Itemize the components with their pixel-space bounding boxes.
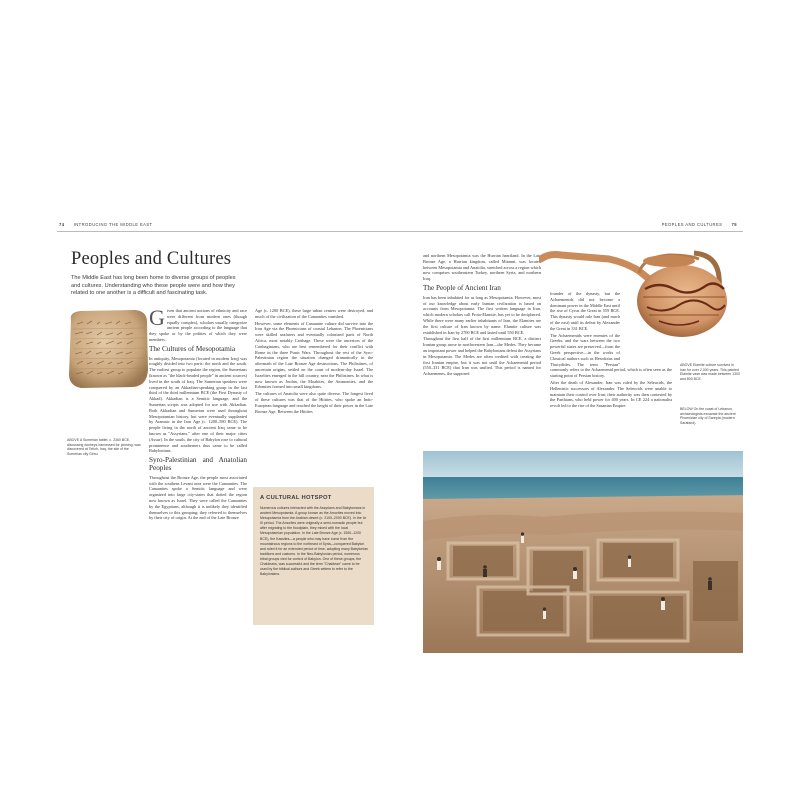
left-header-rule: [57, 231, 400, 232]
vase-caption: ABOVE Elamite culture survived in Iran for over 2,000 years. This painted Elamite vase was made between 1300 and 800 BCE.: [680, 363, 740, 382]
left-column-1: [149, 308, 247, 653]
sidebar-body: Numerous cultures interacted with the Assyrians and Babylonians in ancient Mesopotamia. A group known as the Amorites moved into Mesopotamia from the Arabian desert (c. 2100–2000 BCE). In the Ur III period. The Amorites were originally a semi-nomadic people but after migrating to the floodplain, they mixed with the local Mesopotamian population. In the Late Bronze Age (c. 1550–1200 BCE), the Kassites—a people who may have come from the mountainous regions to the northeast of Syria—conquered Babylon and ruled it for an extended period of time, adopting many Babylonian traditions and customs. In the Neo-Babylonian period, numerous tribal groups vied for control of Babylon. One of these groups, the Chaldeans, was successful and the term "Chaldean" came to be used by the biblical authors and Greek writers to refer to the Babylonians.: [260, 506, 368, 577]
paragraph: Throughout the Bronze Age, the people most associated with the southern Levant area were the Canaanites. The Canaanites spoke a Semitic language and were organized into large city-states that dotted the region now known as Israel. They were called the Canaanites by the Egyptians, although it is unlikely they identified themselves to this grouping; they referred to themselves by their city of origin. At the end of the Late Bronze: [149, 474, 247, 521]
paragraph: In antiquity, Mesopotamia (located in modern Iraq) was roughly divided into two parts: the north and the south. The earliest group to populate the region, the Sumerians (known as "the black-headed people" in ancient sources) lived in the south of Iraq. The Sumerian speakers were conquered by an Akkadian-speaking group in the last third of the third millennium BCE (the First Dynasty of Akkad). Akkadian is a Semitic language, and the Sumerian scripts was adopted for use with Akkadian. Both Akkadian and Sumerian were used throughout Mesopotamian history, but were eventually supplanted by Aramaic in the Iron Age (c. 1200–580 BCE). The people living in the north of ancient Iraq came to be known as "Assyrians," after one of their major cities (Assur). In the south, the city of Babylon rose to cultural prominence and southerners thus came to be called Babylonians.: [149, 355, 247, 454]
cultural-hotspot-sidebar: [253, 487, 374, 625]
drop-cap: G: [149, 308, 165, 330]
intro-text: The Middle East has long been home to diverse groups of peoples and cultures. Understanding who these people were and how they related to one another is a difficult and fascinating task.: [71, 275, 236, 297]
left-running-head: [59, 222, 153, 227]
paragraph: Age (c. 1200 BCE), these large urban centers were destroyed, and much of the civilization of the Canaanites vanished.: [255, 308, 373, 319]
right-running-head: [662, 222, 737, 227]
sumerian-tablet-image: [65, 308, 150, 390]
subheading-iran: The People of Ancient Iran: [423, 283, 501, 292]
paragraph: The Achaemenids were enemies of the Greeks, and the wars between the two powerful states are preserved—from the Greek perspective—in the works of Classical authors such as Herodotus and Thucydides. The term "Persian" commonly refers to the Achaemenid period, which is often seen as the starting point of Persian history.: [550, 332, 672, 379]
paragraph: Throughout the first half of the first millennium BCE, a distinct Iranian group arose in northwestern Iran—the Medes. They became an important power and helped the Babylonians defeat the Assyrians in Mesopotamia. The Medes are often credited with creating the first Iranian empire, but it was not until the Achaemenid period (550–331 BCE) that Iran was unified. This period is named for Achaemenes, the supposed: [423, 336, 541, 377]
left-folio: 74: [59, 222, 65, 227]
paragraph: founder of the dynasty, but the Achaemenids did not become a dominant power in the Middle East until the rise of Cyrus the Great in 559 BCE. This dynasty would rule Iran (and much of the east) until its defeat by Alexander the Great in 331 BCE.: [550, 291, 620, 331]
excavation-site-image: [423, 451, 743, 653]
right-header-rule: [400, 231, 743, 232]
excavation-caption: BELOW On the coast of Lebanon, archaeologists excavate the ancient Phoenician city of Sarepta (modern Sarafand).: [680, 407, 736, 426]
paragraph: However, some elements of Canaanite culture did survive into the Iron Age via the Phoenicians of coastal Lebanon. The Phoenicians were skilled seafarers and eventually colonized parts of North Africa, most notably Carthage. These were the ancestors of the Carthaginians, who are best remembered for their conflict with Rome in the three Punic Wars. Throughout the rest of the Syro-Palestinian region the situation changed dramatically in the aftermath of the Late Bronze Age destructions. The Philistines, of uncertain origins, settled on the coast of modern-day Israel. The Israelites emerged in the hill country, near the Philistines. In what is now known as Jordan, the Moabites, the Ammonites, and the Edomites formed into small kingdoms.: [255, 320, 373, 390]
tablet-caption: ABOVE A Sumerian tablet, c. 2360 BCE, discussing donkeys harnessed for plowing; was discovered at Telloh, Iraq, the site of the Sumerian city Girsu.: [67, 438, 141, 457]
paragraph: After the death of Alexander, Iran was ruled by the Seleucids, the Hellenistic successors of Alexander. The Seleucids were unable to maintain their control over Iran; their authority was then contested by the Parthians, who held power for 400 years. In CE 224 a nationalist revolt led to the rise of the Sasanian Empire.: [550, 379, 672, 409]
subheading-mesopotamia: The Cultures of Mesopotamia: [149, 344, 236, 353]
paragraph: Given that ancient notions of ethnicity and race were different from modern ones (though equally complex), scholars usually categorize ancient people according to the language that they spoke or by the polities of which they were members.: [149, 308, 247, 342]
right-folio: 75: [731, 222, 737, 227]
paragraph: and northern Mesopotamia was the Hurrian heartland. In the Late Bronze Age, a Hurrian kingdom, called Mitanni, was located between Mesopotamia and Anatolia, stretched across a region which now comprises southeastern Turkey, northern Syria, and northern Iraq.: [423, 253, 541, 282]
right-running-title: PEOPLES AND CULTURES: [661, 222, 723, 227]
subheading-syro-palestinian: Syro-Palestinian and Anatolian Peoples: [149, 456, 247, 472]
sidebar-heading: A CULTURAL HOTSPOT: [260, 495, 332, 501]
left-column-2: [255, 308, 373, 484]
left-page: [57, 213, 400, 658]
right-column-2: [550, 291, 672, 451]
paragraph: The cultures of Anatolia were also quite diverse. The longest lived of these cultures was that of the Hittites, who spoke an Indo-European language and reached the height of their power in the Late Bronze Age. Between the Hittites: [255, 391, 373, 414]
right-column-1: [423, 253, 541, 447]
right-page: [400, 213, 743, 658]
paragraph: Iran has been inhabited for as long as Mesopotamia. However, most of our knowledge about early Iranian civilization is based on accounts from Mesopotamia. The first written language in Iran, which modern scholars call Proto-Elamite, has yet to be deciphered. While there were many earlier inhabitants of Iran, the Elamites are the first culture of Iran known by name. Elamite culture was established in Iran by 2700 BCE and lasted until 550 BCE.: [423, 294, 541, 335]
left-running-title: INTRODUCING THE MIDDLE EAST: [73, 222, 153, 227]
page-title: Peoples and Cultures: [71, 249, 232, 269]
